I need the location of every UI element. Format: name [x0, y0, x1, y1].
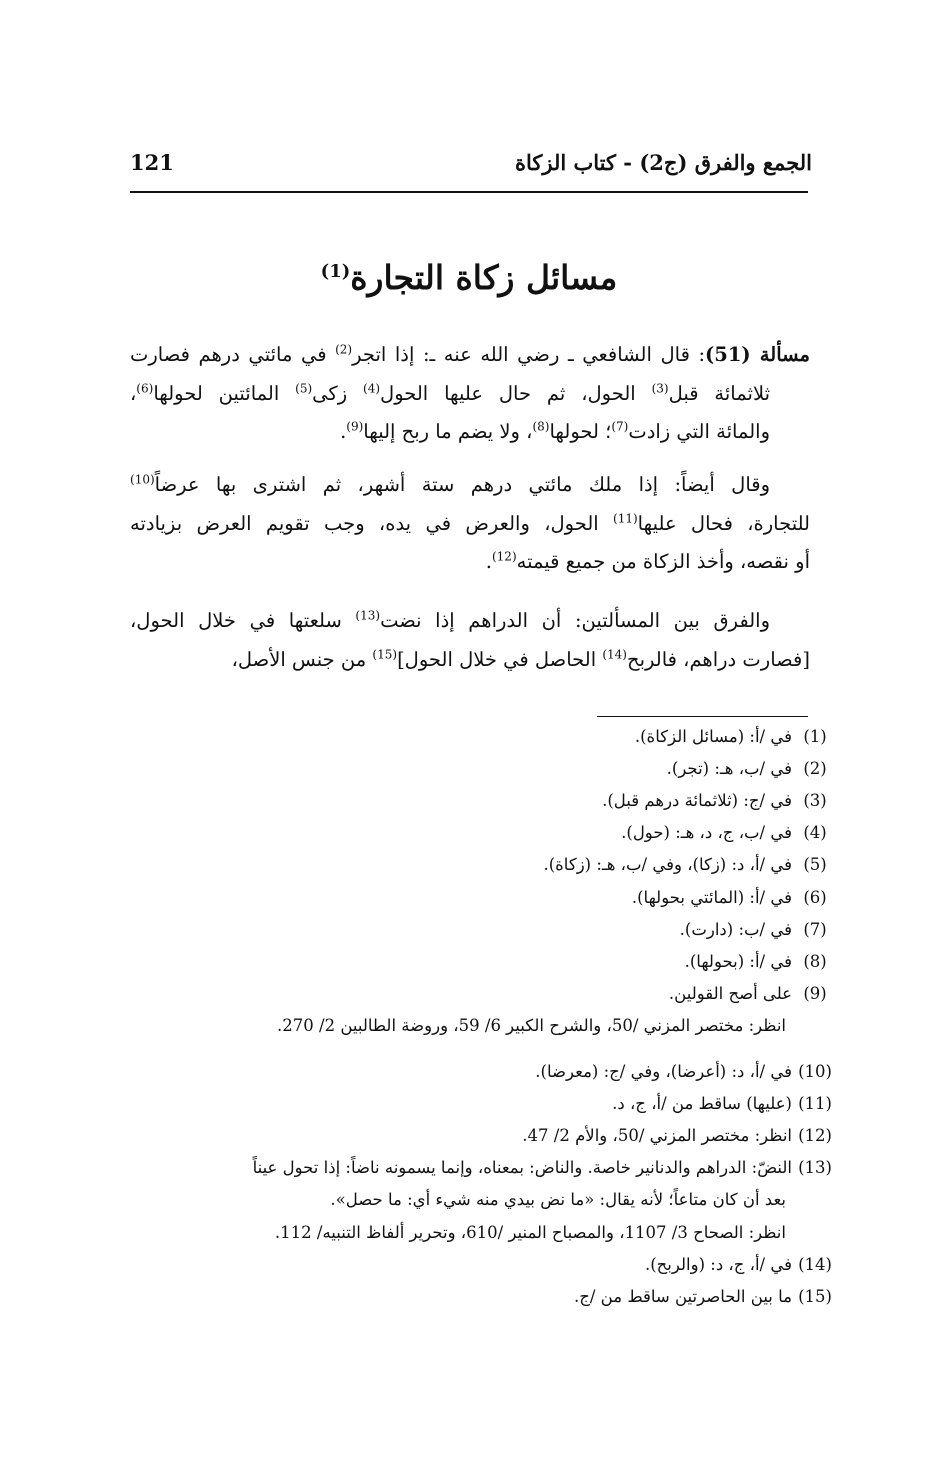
footnote-ref: (3)	[651, 381, 669, 395]
text-segment: الحاصل في خلال الحول]	[397, 647, 603, 671]
footnote-ref: (11)	[613, 511, 638, 525]
text-segment: الحول، ثم حال عليها الحول	[380, 381, 652, 405]
paragraph-line	[130, 375, 810, 414]
footnote-14	[645, 1249, 838, 1281]
footnote-number: (11)	[798, 1094, 832, 1113]
footnote-number: (15)	[798, 1287, 832, 1306]
footnote-8	[685, 946, 838, 978]
text-segment: زكى	[312, 381, 364, 405]
text-segment: من جنس الأصل،	[231, 647, 373, 671]
text-segment: المائتين لحولها	[153, 381, 296, 405]
footnote-continuation: بعد أن كان متاعاً؛ لأنه يقال: «ما نض بيدي منه شيء أي: ما حصل».	[330, 1190, 786, 1210]
page-number: 121	[130, 150, 174, 175]
footnote-ref: (2)	[335, 342, 353, 357]
footnote-text: في /ب، ج، د، هـ: (حول).	[621, 823, 792, 842]
footnote-ref: (7)	[611, 419, 629, 434]
footnote-ref: (10)	[130, 472, 155, 487]
paragraph-line	[130, 641, 810, 680]
text-segment: والفرق بين المسألتين: أن الدراهم إذا نضت	[380, 609, 770, 632]
footnote-ref: (13)	[355, 608, 381, 623]
header-rule	[130, 191, 808, 193]
paragraph-line	[130, 543, 810, 582]
footnote-text: في /أ: (مسائل الزكاة).	[634, 727, 792, 746]
footnote-ref: (8)	[532, 419, 550, 434]
footnote-text: في /أ، ج، د: (والربح).	[644, 1255, 792, 1274]
footnote-15	[574, 1281, 838, 1313]
text-segment: .	[340, 420, 347, 443]
footnote-7	[680, 914, 838, 946]
footnote-text: في /أ، د: (أعرضا)، وفي /ج: (معرضا).	[535, 1062, 792, 1081]
text-segment: [فصارت دراهم، فالربح	[626, 647, 810, 671]
footnote-number: (3)	[803, 791, 827, 810]
footnote-text: في /ب، هـ: (تجر).	[666, 759, 792, 778]
footnote-text: في /ج: (ثلاثمائة درهم قبل).	[602, 791, 792, 810]
text-segment: سلعتها في خلال الحول،	[130, 609, 356, 632]
footnote-number: (1)	[803, 727, 827, 746]
paragraph-difference	[130, 602, 810, 679]
footnote-number: (7)	[803, 920, 827, 939]
paragraph-line	[130, 466, 810, 505]
footnote-1	[635, 721, 838, 753]
footnote-continuation: انظر: الصحاح 3/ 1107، والمصباح المنير /610، وتحرير ألفاظ التنبيه/ 112.	[274, 1222, 786, 1242]
issue-label: مسألة (51)	[705, 343, 810, 366]
footnote-ref: (12)	[491, 549, 517, 564]
text-segment: ، ولا يضم ما ربح إليها	[363, 420, 533, 443]
paragraph-mas-ala-51	[130, 336, 810, 452]
footnote-ref: (15)	[372, 647, 398, 661]
footnote-ref: (4)	[363, 381, 381, 395]
footnote-text: في /أ: (المائتي بحولها).	[631, 888, 792, 907]
footnote-9	[277, 978, 838, 1043]
footnote-12	[522, 1120, 838, 1152]
footnote-text: النضّ: الدراهم والدنانير خاصة. والناض: بمعناه، وإنما يسمونه ناضاً: إذا تحول عيناً	[252, 1158, 792, 1177]
footnote-number: (14)	[798, 1255, 832, 1274]
paragraph-line	[130, 505, 810, 544]
footnote-5	[543, 849, 838, 881]
footnote-number: (2)	[803, 759, 827, 778]
footnote-ref: (9)	[346, 419, 364, 434]
paragraph-line	[130, 336, 810, 375]
text-segment: والمائة التي زادت	[628, 420, 770, 443]
footnote-text: ما بين الحاصرتين ساقط من /ج.	[573, 1287, 792, 1306]
text-segment: للتجارة، فحال عليها	[637, 511, 810, 535]
paragraph-line	[130, 413, 810, 452]
text-segment: في مائتي درهم فصارت	[130, 343, 336, 366]
footnote-ref: (5)	[295, 381, 313, 395]
footnote-text: في /ب: (دارت).	[679, 920, 792, 939]
footnote-number: (13)	[798, 1158, 832, 1177]
footnote-ref: (6)	[136, 381, 154, 395]
footnote-number: (10)	[798, 1062, 832, 1081]
footnote-number: (6)	[803, 888, 827, 907]
footnotes-separator	[597, 716, 808, 717]
footnote-text: (عليها) ساقط من /أ، ج، د.	[612, 1094, 792, 1113]
chapter-title	[130, 244, 808, 306]
footnote-continuation: انظر: مختصر المزني /50، والشرح الكبير 6/ 59، وروضة الطالبين 2/ 270.	[277, 1016, 786, 1036]
footnote-6	[632, 882, 838, 914]
footnote-10	[535, 1056, 838, 1088]
running-header-title: الجمع والفرق (ج2) - كتاب الزكاة	[514, 150, 812, 175]
text-segment: : قال الشافعي ـ رضي الله عنه ـ: إذا اتجر	[352, 343, 706, 366]
text-segment: .	[485, 550, 492, 573]
footnote-text: في /أ، د: (زكا)، وفي /ب، هـ: (زكاة).	[543, 855, 792, 874]
footnote-text: انظر: مختصر المزني /50، والأم 2/ 47.	[522, 1126, 792, 1145]
footnote-11	[612, 1088, 838, 1120]
footnote-number: (12)	[798, 1126, 832, 1145]
footnote-ref: (14)	[602, 647, 627, 661]
text-segment: وقال أيضاً: إذا ملك مائتي درهم ستة أشهر، ثم اشترى بها عرضاً	[154, 473, 770, 496]
text-segment: ثلاثمائة قبل	[668, 381, 771, 405]
text-segment: ،	[130, 381, 137, 405]
text-segment: الحول، والعرض في يده، وجب تقويم العرض بزيادته	[130, 511, 614, 535]
paragraph-second-statement	[130, 466, 810, 582]
paragraph-line	[130, 602, 810, 641]
text-segment: ؛ لحولها	[549, 420, 612, 443]
chapter-title-footnote-ref: (1)	[320, 261, 351, 282]
footnote-number: (8)	[803, 952, 827, 971]
footnote-13	[253, 1152, 838, 1249]
footnote-number: (4)	[803, 823, 827, 842]
footnote-4	[621, 817, 838, 849]
text-segment: أو نقصه، وأخذ الزكاة من جميع قيمته	[516, 550, 810, 573]
footnote-text: في /أ: (بحولها).	[684, 952, 792, 971]
footnote-number: (5)	[803, 855, 827, 874]
footnote-2	[667, 753, 838, 785]
chapter-title-text: مسائل زكاة التجارة	[350, 258, 618, 297]
footnote-3	[602, 785, 838, 817]
footnote-text: على أصح القولين.	[668, 984, 792, 1003]
footnote-number: (9)	[803, 984, 827, 1003]
